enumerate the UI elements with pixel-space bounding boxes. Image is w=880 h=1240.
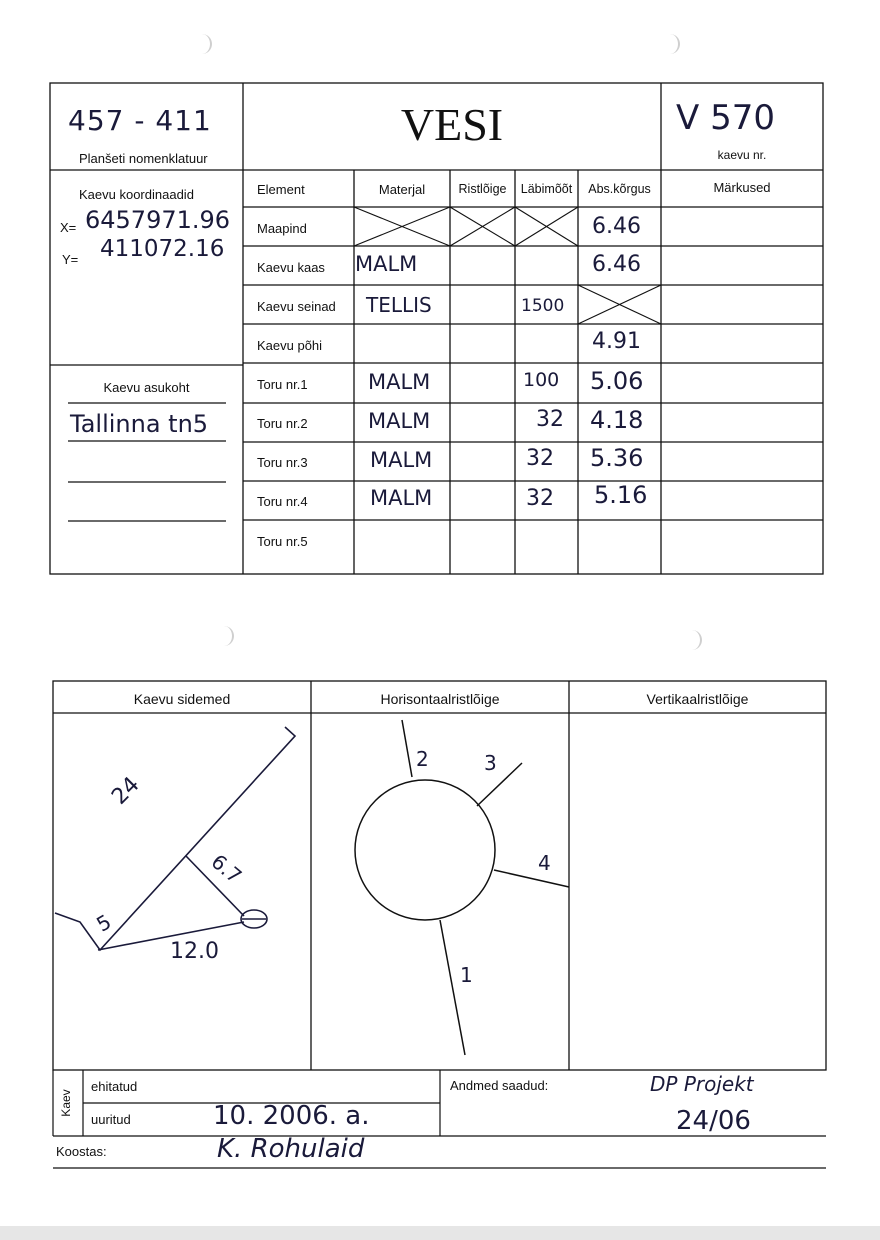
row-abs: 5.36 xyxy=(590,444,644,472)
uuritud-value: 10. 2006. a. xyxy=(213,1101,370,1131)
row-labimoot: 32 xyxy=(526,486,554,511)
nomenclature-label: Planšeti nomenklatuur xyxy=(79,151,208,166)
data-received-date: 24/06 xyxy=(676,1106,751,1136)
page-title: VESI xyxy=(400,99,504,150)
row-labimoot: 32 xyxy=(536,407,564,432)
column-title-vertical-section: Vertikaalristlõige xyxy=(646,691,749,707)
row-abs: 5.16 xyxy=(594,481,648,509)
connections-sketch xyxy=(55,727,295,950)
punch-hole xyxy=(690,630,702,650)
distance-label-5: 5 xyxy=(92,909,116,937)
row-element: Toru nr.5 xyxy=(257,534,308,549)
row-element: Toru nr.3 xyxy=(257,455,308,470)
row-element: Kaevu põhi xyxy=(257,338,323,353)
row-abs: 5.06 xyxy=(590,367,644,395)
well-number-label: kaevu nr. xyxy=(717,148,767,162)
ehitatud-label: ehitatud xyxy=(91,1079,138,1094)
column-header-markused: Märkused xyxy=(713,180,771,195)
location-value: Tallinna tn5 xyxy=(70,410,209,438)
row-abs: 4.91 xyxy=(592,329,641,354)
location-label: Kaevu asukoht xyxy=(103,380,190,395)
row-labimoot: 32 xyxy=(526,446,554,471)
column-header-abs-korgus: Abs.kõrgus xyxy=(588,182,651,196)
column-header-ristloige: Ristlõige xyxy=(458,182,507,196)
distance-label-12: 12.0 xyxy=(170,939,219,964)
row-labimoot: 1500 xyxy=(521,296,565,316)
row-materjal: MALM xyxy=(370,448,433,472)
row-element: Kaevu seinad xyxy=(257,299,336,314)
row-materjal: MALM xyxy=(368,370,431,394)
column-header-materjal: Materjal xyxy=(378,182,426,197)
well-number-value: V 570 xyxy=(676,98,775,138)
column-header-element: Element xyxy=(257,182,305,197)
compiled-by-label: Koostas: xyxy=(56,1144,107,1159)
distance-label-24: 24 xyxy=(107,772,145,810)
column-header-labimoot: Läbimõõt xyxy=(520,182,573,196)
horizontal-section-sketch xyxy=(355,720,569,1055)
pipe-label-1: 1 xyxy=(460,963,473,987)
pipe-label-2: 2 xyxy=(416,747,429,771)
y-coordinate-label: Y= xyxy=(62,252,79,267)
row-element: Toru nr.4 xyxy=(257,494,308,509)
pipe-label-4: 4 xyxy=(538,851,551,875)
row-materjal: TELLIS xyxy=(366,293,432,317)
row-element: Kaevu kaas xyxy=(257,260,325,275)
row-materjal: MALM xyxy=(355,252,418,276)
uuritud-label: uuritud xyxy=(91,1112,131,1127)
x-coordinate-value: 6457971.96 xyxy=(85,206,231,234)
column-title-horizontal-section: Horisontaalristlõige xyxy=(380,691,500,707)
column-title-connections: Kaevu sidemed xyxy=(133,691,231,707)
row-materjal: MALM xyxy=(368,409,431,433)
scan-edge xyxy=(0,1226,880,1240)
data-received-value: DP Projekt xyxy=(650,1072,754,1096)
x-coordinate-label: X= xyxy=(60,220,77,235)
punch-hole xyxy=(222,626,234,646)
y-coordinate-value: 411072.16 xyxy=(100,236,225,262)
row-materjal: MALM xyxy=(370,486,433,510)
row-labimoot: 100 xyxy=(523,369,560,391)
row-element: Toru nr.1 xyxy=(257,377,308,392)
data-received-label: Andmed saadud: xyxy=(450,1078,549,1093)
row-element: Maapind xyxy=(257,221,307,236)
row-element: Toru nr.2 xyxy=(257,416,308,431)
row-abs: 6.46 xyxy=(592,214,641,239)
compiled-by-value: K. Rohulaid xyxy=(217,1134,365,1164)
upper-form-grid xyxy=(0,0,880,600)
distance-label-6-7: 6.7 xyxy=(206,849,247,889)
row-abs: 6.46 xyxy=(592,252,641,277)
kaev-label: Kaev xyxy=(59,1089,73,1117)
nomenclature-value: 457 - 411 xyxy=(68,104,212,137)
coordinates-label: Kaevu koordinaadid xyxy=(79,187,194,202)
pipe-label-3: 3 xyxy=(484,751,497,775)
row-abs: 4.18 xyxy=(590,406,644,434)
